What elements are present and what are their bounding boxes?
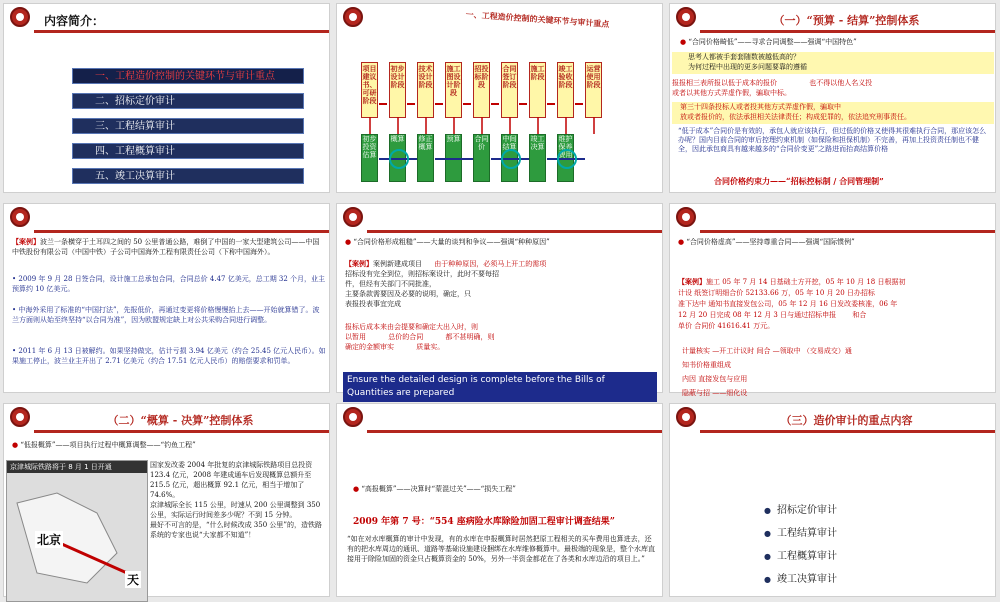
highlight-circle xyxy=(501,149,521,169)
slide-7[interactable] xyxy=(3,403,330,597)
case-body-2 xyxy=(345,322,661,352)
case-label: 【案例】 xyxy=(345,259,373,268)
menu-item-2[interactable]: 二、招标定价审计 xyxy=(72,93,304,109)
case-line: 件，但经有关部门不同批准， xyxy=(345,280,436,288)
bullet-text: ● “合同价格形成粗糙”——大量的谈判和争议——强调“种种原因” xyxy=(345,237,661,248)
map-city-label: 天 xyxy=(127,573,140,587)
flow-stage-box: 施工阶段 xyxy=(529,62,546,118)
case-line: 计量核实 —开工计议时 间合 —领取中 （交易成交）通 xyxy=(682,347,852,355)
case-line: 案例新建成项目 xyxy=(373,260,422,268)
flow-cost-box: 合同价 xyxy=(473,134,490,182)
flow-stage-box: 技术设计阶段 xyxy=(417,62,434,118)
menu-item-1[interactable]: 一、工程造价控制的关键环节与审计重点 xyxy=(72,68,304,84)
case-line: 内因 直接发包与应用 xyxy=(682,375,748,383)
slide-4[interactable] xyxy=(3,203,330,393)
slide-header xyxy=(670,404,995,430)
content-item[interactable]: ● 竣工决算审计 xyxy=(764,570,837,585)
divider xyxy=(34,30,329,33)
bullet-text: ● “合同价格虚高”——坚持尊重合同——强调“国际惯例” xyxy=(678,237,994,248)
case-line: 计设 纸签订明细合价 52133.66 万，05 年 10 月 20 日办招标 xyxy=(678,289,875,297)
slide-header xyxy=(4,204,329,230)
case-line: 单价 合同价 41616.41 万元。 xyxy=(678,322,775,330)
case-line: 隐蔽与招 ——细化设 xyxy=(682,389,748,397)
logo-icon xyxy=(10,407,30,427)
law-line-2: 或者以其他方式弄虚作假，骗取中标。 xyxy=(672,89,791,97)
content-item[interactable]: ● 工程结算审计 xyxy=(764,524,837,539)
map-title: 京津城际铁路将于 8 月 1 日开通 xyxy=(7,461,147,473)
flow-cost-box: 修正概算 xyxy=(417,134,434,182)
flow-stage-box: 合同签订阶段 xyxy=(501,62,518,118)
divider xyxy=(367,430,662,433)
case-line: 招标没有完全到位，则招标案设计，此时不要每招 xyxy=(345,270,499,278)
logo-icon xyxy=(343,207,363,227)
rail-map-image xyxy=(6,460,148,602)
case-line: 确定的金额审实 xyxy=(345,343,394,351)
law-block xyxy=(672,102,994,124)
bullet-text: ● “合同价格畸低”——寻求合同调整——强调“中国特色” xyxy=(680,37,857,48)
case-line: 都不甚明确，则 xyxy=(445,333,495,341)
slide-title: （三）造价审计的重点内容 xyxy=(780,414,913,427)
slide-header xyxy=(4,4,329,30)
logo-icon xyxy=(676,407,696,427)
highlight-block xyxy=(672,52,994,74)
flow-cost-box: 概算 xyxy=(389,134,406,182)
flow-stage-box: 项目建议书、可研阶段 xyxy=(361,62,378,118)
case-label: 【案例】 xyxy=(678,277,706,286)
divider xyxy=(34,230,329,233)
highlight-circle xyxy=(389,149,409,169)
divider xyxy=(34,430,329,433)
slide-8[interactable] xyxy=(336,403,663,597)
slide-title: 一、工程造价控制的关键环节与审计重点 xyxy=(465,8,610,30)
flow-cost-box: 初步投资估算 xyxy=(361,134,378,182)
conclusion-text: 合同价格约束力——“招标控标制 / 合同管理制” xyxy=(714,176,884,186)
question-text-2: 为何过程中出现的更多问题要靠的遵循 xyxy=(688,63,807,71)
quote-paragraph: “如在对水库概算的审计中发现，有的水库在申报概算时居然把原工程相关的买车费用也算进去，还有的把水库周边的通讯、道路等基础设施建设捆绑在水库维修概算中。最极端的现象是，整个水库直接用于除险加固的资金只占概算资金的 50%，另外一半资金都花在了各类和水库边沿的项目上。” xyxy=(347,535,655,563)
case-text xyxy=(150,460,326,540)
logo-icon xyxy=(10,7,30,27)
case-paragraph: 最好不可言的是，“什么时候改成 350 公里”的，造铁路系统的专家也说“大家都不知道”！ xyxy=(150,521,322,539)
case-notes xyxy=(682,344,994,400)
bullet-text: ● “低报概算”——项目执行过程中概算调整——“钓鱼工程” xyxy=(12,440,328,451)
highlight-circle xyxy=(557,149,577,169)
logo-icon xyxy=(10,207,30,227)
law-text xyxy=(672,78,994,98)
slide-header xyxy=(670,4,995,30)
slide-header xyxy=(337,404,662,430)
highlight-quote-box: Ensure the detailed design is complete before the Bills of Quantities are prepared xyxy=(343,372,657,402)
content-item[interactable]: ● 工程概算审计 xyxy=(764,547,837,562)
case-item-text: 中海外采用了标准的“中国打法”，先报低价，再通过变更将价格慢慢抬上去——开始就算错了。波兰方面则从始至终坚持“以合同为准”，因为欧盟规定缺上对公共采购合同进行调整。 xyxy=(12,306,320,324)
case-intro-text: 波兰一条横穿于土耳四之间的 50 公里普通公路，难倒了中国的一家大型建筑公司——中国中铁股份有限公司（中国中铁）子公司中国海外工程有限责任公司（下称中国海外）。 xyxy=(12,238,320,256)
case-line: 质量实。 xyxy=(416,343,445,351)
map-city-label: 北京 xyxy=(37,533,62,547)
case-line: 主要条款需要因及必要的说明，确定，只 xyxy=(345,290,471,298)
flow-stage-box: 初步设计阶段 xyxy=(389,62,406,118)
slide-5[interactable] xyxy=(336,203,663,398)
logo-icon xyxy=(676,7,696,27)
case-line: 总价的合同 xyxy=(388,333,424,341)
slide-2[interactable] xyxy=(336,3,663,193)
case-body xyxy=(678,276,994,332)
case-line: 知书价格重组成 xyxy=(682,361,731,369)
case-line: 以暂用 xyxy=(345,333,366,341)
flow-stage-box: 运营使用阶段 xyxy=(585,62,602,118)
slide-title: （二）“概算 - 决算”控制体系 xyxy=(107,414,254,427)
slide-header xyxy=(670,204,995,230)
flow-cost-box: 维护保养费用 xyxy=(557,134,574,182)
case-line: 报标后成本来由会提要和确定大出入时，则 xyxy=(345,323,478,331)
law-line-1: 报报相三表所报以低于成本的报价 xyxy=(672,79,777,87)
question-text: 思考人都被手套套随数被越低高的？ xyxy=(688,53,800,61)
flow-cost-box: 竣工决算 xyxy=(529,134,546,182)
case-intro xyxy=(12,237,324,257)
analysis-text: “低于成本”合同价是有效的，承包人就应该执行，但过低的价格又使得其很难执行合同，那应该怎么办呢？国内目前合同的审后控理约束机制（如保险和担保机制）不完善，再加上投资责任制也不健全，因此承包商具有越来越多的“合同价变更”之路进而抬高结算价格 xyxy=(678,127,987,153)
law-line-1b: 也不得以他人名义投 xyxy=(809,79,873,87)
case-line: 和合 xyxy=(852,311,867,319)
law-line-4: 放或者报价的，依法承担相关法律责任；构成犯罪的，依法追究刑事责任。 xyxy=(680,113,911,121)
divider xyxy=(700,430,995,433)
slide-9[interactable] xyxy=(669,403,996,597)
slide-1[interactable] xyxy=(3,3,330,193)
case-label: 【案例】 xyxy=(12,237,40,246)
menu-item-3[interactable]: 三、工程结算审计 xyxy=(72,118,304,134)
flow-cost-box: 中间结算 xyxy=(501,134,518,182)
flow-cost-box: 预算 xyxy=(445,134,462,182)
content-item[interactable]: ● 招标定价审计 xyxy=(764,501,837,516)
bullet-text: ● “高报概算”——决算时“蒙混过关”——“损失工程” xyxy=(353,484,653,495)
case-item-text: 2011 年 6 月 13 日被解约。如果坚持做完，估计亏损 3.94 亿美元（约合 25.45 亿元人民币）。如果施工停止，波兰业主开出了 2.71 亿美元（约合 17.51 亿元人民币）的赔偿要求和罚单。 xyxy=(12,347,326,365)
case-line: 由于种种原因，必须马上开工的需项 xyxy=(434,260,547,268)
divider xyxy=(700,30,995,33)
case-line: 施工 05 年 7 月 14 日基础土方开挖，05 年 10 月 18 日根据初 xyxy=(706,278,906,286)
case-item: • 中海外采用了标准的“中国打法”，先报低价，再通过变更将价格慢慢抬上去——开始就算错了。波兰方面则从始至终坚持“以合同为准”，因为欧盟规定缺上对公共采购合同进行调整。 xyxy=(12,306,320,324)
divider xyxy=(367,230,662,233)
logo-icon xyxy=(676,207,696,227)
slide-6[interactable] xyxy=(669,203,996,397)
case-paragraph: 京津城际全长 115 公里，时速从 200 公里调整到 350 公里，实际运行时间差多少呢？不到 15 分钟。 xyxy=(150,501,321,519)
case-body xyxy=(345,259,661,309)
case-item: • 2009 年 9 月 28 日签合同，设计施工总承包合同，合同总价 4.47 亿美元，总工期 32 个月，业主预算约 10 亿美元。 xyxy=(12,275,326,293)
case-item-text: 2009 年 9 月 28 日签合同，设计施工总承包合同，合同总价 4.47 亿美元，总工期 32 个月，业主预算约 10 亿美元。 xyxy=(12,275,326,293)
menu-item-4[interactable]: 四、工程概算审计 xyxy=(72,143,304,159)
flow-stage-box: 竣工验收阶段 xyxy=(557,62,574,118)
case-line: 表报投表事宜完成 xyxy=(345,300,401,308)
divider xyxy=(700,230,995,233)
case-line: 12 月 20 日完成 08 年 12 月 3 日与通过招标申报 xyxy=(678,311,837,319)
slide-header xyxy=(4,404,329,430)
slide-header xyxy=(337,204,662,230)
slide-title: （一）“预算 - 结算”控制体系 xyxy=(773,14,920,27)
menu-item-5[interactable]: 五、竣工决算审计 xyxy=(72,168,304,184)
case-line: 准下达中 通知书直接发包公司，05 年 12 月 16 日发改委核准，06 年 xyxy=(678,300,898,308)
flow-stage-box: 施工图设计阶段 xyxy=(445,62,462,118)
flow-arrows xyxy=(337,4,664,194)
case-item: • 2011 年 6 月 13 日被解约。如果坚持做完，估计亏损 3.94 亿美元（约合 25.45 亿元人民币）。如果施工停止，波兰业主开出了 2.71 亿美元（约合 17.51 亿元人民币）的赔偿要求和罚单。 xyxy=(12,347,326,365)
headline: 2009 年第 7 号：“554 座病险水库除险加固工程审计调查结果” xyxy=(353,517,615,527)
slide-title: 内容简介： xyxy=(44,14,105,28)
law-line-3: 第三十四条投标人或者投其他方式弄虚作假，骗取中 xyxy=(680,103,841,111)
logo-icon xyxy=(343,407,363,427)
slide-3[interactable] xyxy=(669,3,996,193)
case-paragraph: 国家发改委 2004 年批复的京津城际铁路项目总投资 123.4 亿元，2008 年建成通车后发现概算总额升至 215.5 亿元，超出概算 92.1 亿元，相当于增加了 74.6%。 xyxy=(150,461,313,499)
flow-stage-box: 招投标阶段 xyxy=(473,62,490,118)
